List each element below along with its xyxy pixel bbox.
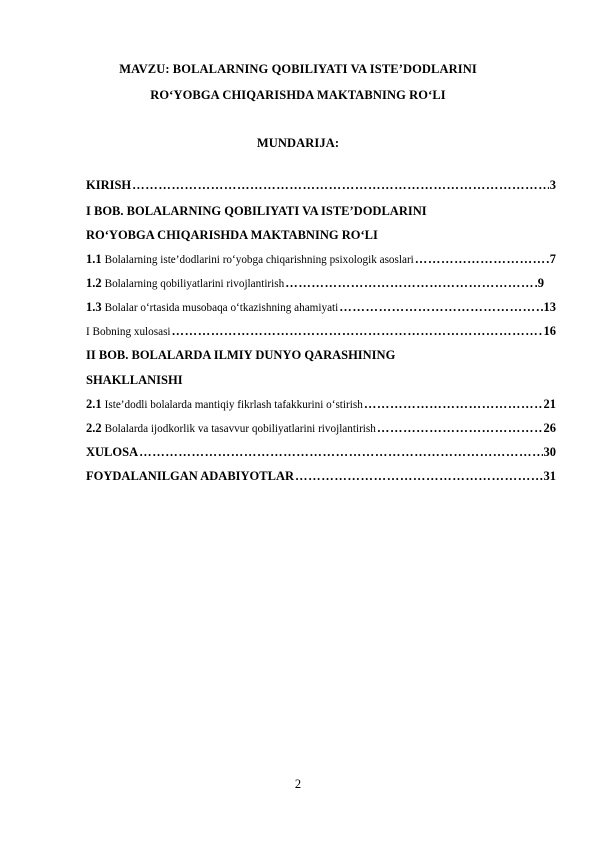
toc-chapter-2-line-2[interactable]: SHAKLLANISHI [86,373,183,387]
toc-entry-text: I Bobning xulosasi [86,326,171,338]
document-title-line-2: RO‘YOBGA CHIQARISHDA MAKTABNING RO‘LI [150,88,446,102]
toc-page-number: 13 [543,300,556,314]
toc-entry-text: Bolalarning iste’dodlarini ro‘yobga chiqarishning psixologik asoslari [104,254,414,266]
toc-chapter-1-line-1[interactable]: I BOB. BOLALARNING QOBILIYATI VA ISTE’DODLARINI [86,204,427,218]
toc-entry-text: FOYDALANILGAN ADABIYOTLAR [86,469,295,483]
toc-page-number: 3 [549,178,556,192]
toc-entry-text: Iste’dodli bolalarda mantiqiy fikrlash tafakkurini o‘stirish [104,399,363,411]
toc-section-number: 2.1 [86,397,102,411]
dot-leader [339,300,542,315]
toc-entry-2-1[interactable] [86,397,556,415]
toc-entry-text: Bolalarning qobiliyatlarini rivojlantirish [104,278,285,290]
toc-entry-chapter-1-summary[interactable] [86,324,556,342]
dot-leader [139,445,542,460]
toc-entry-text: Bolalar o‘rtasida musobaqa o‘tkazishning ahamiyati [104,302,339,314]
toc-entry-text: Bolalarda ijodkorlik va tasavvur qobiliyatlarini rivojlantirish [104,423,376,435]
toc-page-number: 7 [549,252,556,266]
contents-heading: MUNDARIJA: [256,136,340,150]
toc-chapter-1-line-2[interactable]: RO‘YOBGA CHIQARISHDA MAKTABNING RO‘LI [86,228,378,242]
toc-entry-1-3[interactable] [86,300,556,318]
toc-page-number: 9 [537,276,544,290]
dot-leader [415,252,549,267]
toc-entry-text: XULOSA [86,445,139,459]
toc-page-number: 21 [543,397,556,411]
toc-page-number: 31 [543,469,556,483]
toc-section-number: 1.3 [86,300,102,314]
toc-page-number: 16 [543,324,556,338]
dot-leader [377,421,543,436]
toc-page-number: 30 [543,445,556,459]
toc-section-number: 2.2 [86,421,102,435]
toc-page-number: 26 [543,421,556,435]
toc-section-number: 1.1 [86,252,102,266]
toc-entry-2-2[interactable] [86,421,556,439]
toc-chapter-2-line-1[interactable]: II BOB. BOLALARDA ILMIY DUNYO QARASHINING [86,348,396,362]
toc-entry-1-2[interactable] [86,276,544,294]
toc-entry-references[interactable] [86,469,556,487]
toc-entry-1-1[interactable] [86,252,556,270]
toc-entry-kirish[interactable] [86,178,556,196]
document-title-line-1: MAVZU: BOLALARNING QOBILIYATI VA ISTE’DODLARINI [119,62,477,76]
page-number: 2 [294,777,302,791]
toc-section-number: 1.2 [86,276,102,290]
dot-leader [172,324,543,339]
toc-entry-xulosa[interactable] [86,445,556,463]
toc-entry-text: KIRISH [86,178,132,192]
dot-leader [285,276,537,291]
dot-leader [364,397,543,412]
dot-leader [295,469,542,484]
dot-leader [132,178,549,193]
